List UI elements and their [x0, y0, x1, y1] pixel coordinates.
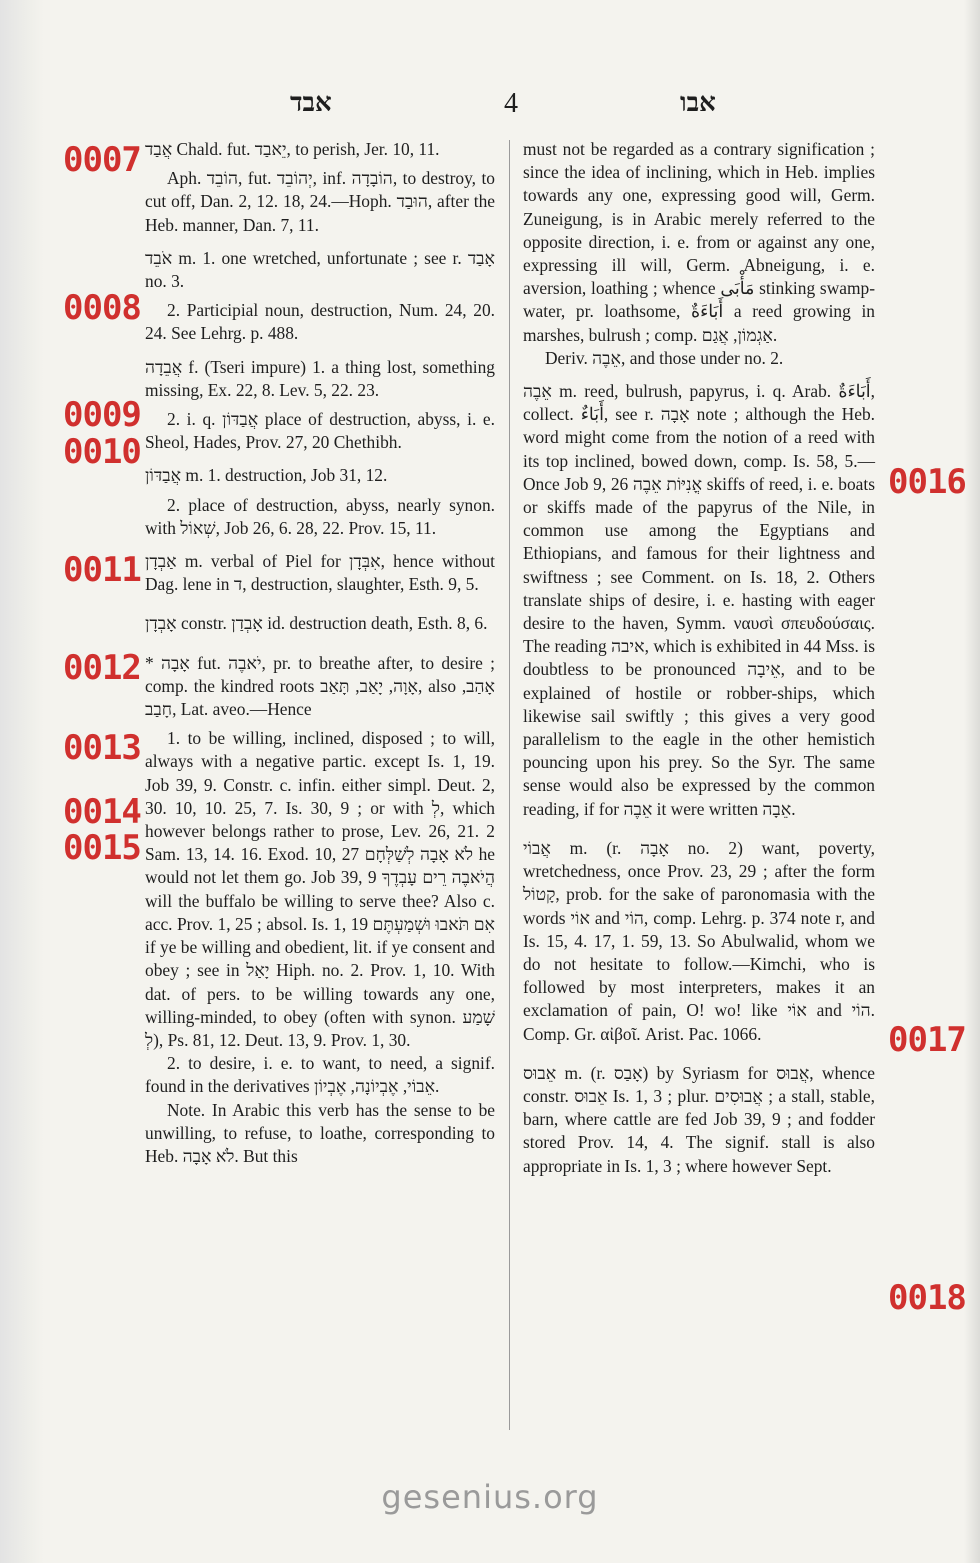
page-left-shadow [0, 0, 44, 1563]
entry-marker: 0009 [63, 395, 141, 435]
entry-subtext: 2. place of destruction, abyss, nearly synon. with שְׁאוֹל, Job 26, 6. 28, 22. Prov. 15, 11. [145, 494, 495, 538]
entry-marker: 0013 [63, 728, 141, 768]
header-left-word: אבד [290, 88, 332, 117]
entry-text: אֲבוֹי m. (r. אָבָה no. 2) want, poverty, wretchedness, once Prov. 23, 29 ; after the form קָטוֹל, prob. for the sake of paronomasia with the words אוֹי and הוֹי, comp. Lehrg. p. 374 note r, and Is. 15, 4. 17, 1. 59, 13. So Abulwalid, whom we do not hesitate to follow.—Kimchi, who is followed by most interpreters, makes it an exclamation of pain, O! wo! like אוֹי and הוֹי. Comp. Gr. αἰβοῖ. Arist. Pac. 1066. [523, 837, 876, 1044]
continuation-text: must not be regarded as a contrary signification ; since the idea of inclining, which in Heb. implies towards any one, expressing good will, Germ. Zuneigung, is in Arabic merely referred to the opposite direction, i. e. from or against any one, expressing ill will, Germ. Abneigung, i. e. aversion, loathing ; whence مَأْبَى stinking swamp-water, pr. loathsome, أَبَاءَةٌ a reed growing in marshes, bulrush ; comp. אַגְמוֹן, אֲגַם. [523, 139, 875, 345]
entry-text: אֲבַדּוֹן m. 1. destruction, Job 31, 12. [145, 465, 388, 486]
entry-subtext: 2. to desire, i. e. to want, to need, a signif. found in the derivatives אֵבוֹי, אֶבְיוֹנָה, אֶבְיוֹן. [145, 1053, 495, 1097]
note-text: Note. In Arabic this verb has the sense to be unwilling, to refuse, to loathe, corresponding to Heb. לֹא אָבָה. But this [145, 1099, 495, 1166]
entry-marker: 0011 [63, 550, 141, 590]
entry-subtext: Aph. הוֹבֵד, fut. יְהוֹבֵד, inf. הוֹבָדָה, to destroy, to cut off, Dan. 2, 12. 18, 24.—Hoph. הוּבַד, after the Heb. manner, Dan. 7, 11. [145, 168, 496, 235]
page-header [0, 88, 980, 128]
entry-text: אֹבֵד m. 1. one wretched, unfortunate ; see r. אָבַד no. 3. [145, 247, 495, 292]
page-number: 4 [504, 88, 518, 119]
entry-text: * אָבָה fut. יֹאבֶה, pr. to breathe after, to desire ; comp. the kindred roots אָוָה, יָאַב, תָּאַב, also אָהַב, חָבַב, Lat. aveo.—Hence [145, 652, 495, 720]
entry-marker: 0008 [63, 288, 141, 328]
right-column [523, 138, 875, 1184]
column-divider [509, 140, 510, 1430]
entry-marker: 0014 [63, 792, 141, 832]
header-right-word: אבו [680, 88, 716, 117]
entry-text: אַבְדָן m. verbal of Piel for אִבְּדָן, hence without Dag. lene in ד, destruction, slaughter, Esth. 9, 5. [145, 551, 496, 595]
entry-text: אֵבֶה m. reed, bulrush, papyrus, i. q. Arab. أَبَاءَةٌ, collect. أَبَاءٌ, see r. אָבָה note ; although the Heb. word might come from the notion of a reed with its top inclined, bowed down, comp. Is. 58, 5.—Once Job 9, 26 אֳנִיּוֹת אֵבֶה skiffs of reed, i. e. boats or skiffs made of the papyrus of the Nile, in common use among the Egyptians and Ethiopians, and famous for their lightness and swiftness ; see Comment. on Is. 18, 2. Others translate ships of desire, i. e. hasting with eager desire to the haven, Symm. ναυσὶ σπευδούσαις. The reading איבה, which is exhibited in 44 Mss. is doubtless to be pronounced אֵיבָה, and to be explained of hostile or robber-ships, which likewise sail swiftly ; this gives a very good parallelism to the eagle in the other hemistich pouncing upon his prey. So the Syr. The same sense would also be expressed by the common reading, if for אֵבֶה it were written אֵבָה. [523, 381, 876, 819]
entry-marker: 0010 [63, 432, 141, 472]
entry-marker: 0018 [888, 1278, 966, 1318]
entry-text: אֵבוּס m. (r. אָבַס) by Syriasm for אֲבוּס, whence constr. אֵבוּס Is. 1, 3 ; plur. אֲבוּסִים ; a stall, stable, barn, where cattle are fed Job 39, 9 ; and fodder stored Prov. 14, 4. The signif. stall is also appropriate in Is. 1, 3 ; where however Sept. [523, 1062, 876, 1176]
entry-subtext: 2. Participial noun, destruction, Num. 24, 20. 24. See Lehrg. p. 488. [145, 300, 495, 344]
site-watermark: gesenius.org [381, 1478, 599, 1516]
entry-subtext: 1. to be willing, inclined, disposed ; to will, always with a negative partic. except Is. 1, 19. Job 39, 9. Constr. c. infin. either simpl. Deut. 2, 30. 10, 10. 25, 7. Is. 30, 9 ; or with לְ, which however belongs rather to prose, Lev. 26, 21. 2 Sam. 13, 14. 16. Exod. 10, 27 לֹא אָבָה לְשַׁלְּחָם he would not let them go. Job 39, 9 הֲיֹאבֶה רֵים עָבְדֶךָ will the buffalo be willing to serve thee? Also c. acc. Prov. 1, 25 ; absol. Is. 1, 19 אִם תֹּאבוּ וּשְׁמַעְתֶּם if ye be willing and obedient, lit. if ye consent and obey ; see in יָאַל Hiph. no. 2. Prov. 1, 10. With dat. of pers. to be willing towards any one, willing-minded, to obey (often with synon. שָׁמַע לְ), Ps. 81, 12. Deut. 13, 9. Prov. 1, 30. [145, 728, 495, 1050]
entry-marker: 0012 [63, 648, 141, 688]
entry-marker: 0007 [63, 140, 141, 180]
entry-subtext: 2. i. q. אֲבַדּוֹן place of destruction, abyss, i. e. Sheol, Hades, Prov. 27, 20 Chethibh. [145, 409, 495, 453]
entry-marker: 0016 [888, 462, 966, 502]
left-column [145, 138, 495, 1168]
entry-marker: 0017 [888, 1020, 966, 1060]
entry-subtext: Deriv. אֵבֶה, and those under no. 2. [545, 347, 784, 368]
entry-text: אָבְדָן constr. אָבְדַן id. destruction death, Esth. 8, 6. [145, 613, 488, 634]
entry-text: אֲבַד Chald. fut. יֵאבַד, to perish, Jer. 10, 11. [145, 139, 440, 159]
page-right-shadow [964, 0, 980, 1563]
entry-marker: 0015 [63, 828, 141, 868]
entry-text: אֲבֵדָה f. (Tseri impure) 1. a thing lost, something missing, Ex. 22, 8. Lev. 5, 22. 23. [145, 356, 495, 400]
